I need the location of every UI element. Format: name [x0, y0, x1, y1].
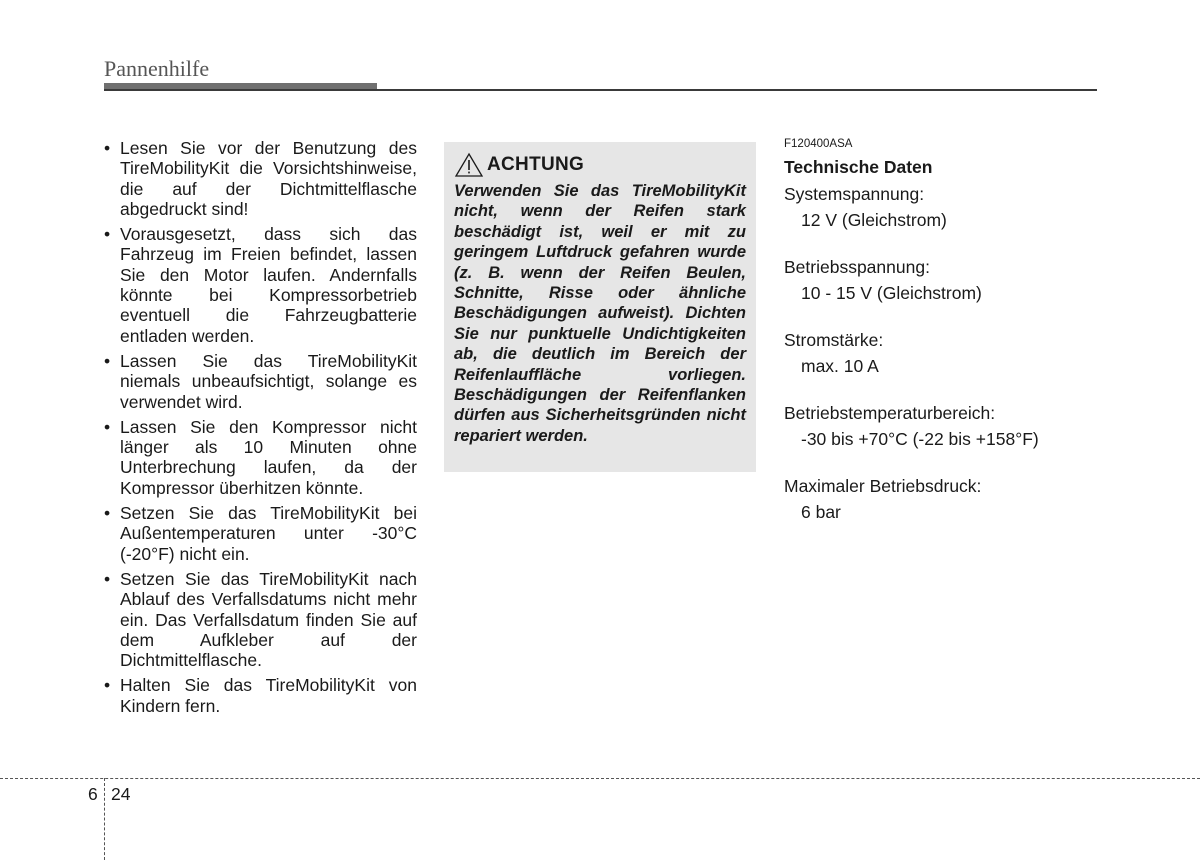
spec-item: [784, 183, 1114, 231]
bullet: •: [104, 416, 111, 437]
list-item-text: Halten Sie das TireMobilityKit von Kindern fern.: [120, 675, 417, 716]
spec-item: [784, 475, 1114, 523]
list-item-text: Lassen Sie den Kompressor nicht länger als 10 Minuten ohne Unterbrechung laufen, da der Kompressor überhitzen könnte.: [120, 416, 417, 498]
bullet: •: [104, 350, 111, 371]
spec-label: Betriebstemperaturbereich:: [784, 403, 996, 423]
bullet: •: [104, 138, 111, 158]
spec-item: [784, 402, 1114, 450]
reference-code: F120400ASA: [784, 138, 853, 150]
list-item: [104, 417, 417, 498]
spec-value: 6 bar: [801, 502, 841, 522]
bullet: •: [104, 568, 111, 589]
spec-value: max. 10 A: [801, 356, 879, 376]
section-title: Pannenhilfe: [104, 56, 210, 81]
list-item: [104, 138, 417, 219]
bullet: •: [104, 675, 111, 696]
list-item-text: Lassen Sie das TireMobilityKit niemals unbeaufsichtigt, solange es verwendet wird.: [120, 350, 417, 412]
bullet: •: [104, 503, 111, 524]
spec-value: -30 bis +70°C (-22 bis +158°F): [801, 429, 1039, 449]
warning-text: Verwenden Sie das TireMobilityKit nicht, wenn der Reifen stark beschädigt ist, weil er mit zu geringem Luftdruck gefahren wurde (z. B. wenn der Reifen Beulen, Schnitte, Risse oder ähnliche Beschädigungen aufweist). Dichten Sie nur punktuelle Undichtigkeiten ab, die deutlich im Bereich der Reifenlauffläche vorliegen. Beschädigungen der Reifenflanken dürfen aus Sicherheitsgründen nicht repariert werden.: [454, 182, 746, 445]
spec-label: Maximaler Betriebsdruck:: [784, 476, 982, 496]
specs-column: [784, 138, 1114, 548]
spec-label: Stromstärke:: [784, 330, 884, 350]
list-item: [104, 351, 417, 412]
spec-label: Betriebsspannung:: [784, 257, 930, 277]
warning-title: ACHTUNG: [487, 154, 585, 175]
specs-title: Technische Daten: [784, 157, 933, 177]
warning-triangle-icon: [454, 152, 484, 178]
warning-header: [454, 151, 746, 179]
instruction-list: [104, 138, 417, 716]
spec-item: [784, 256, 1114, 304]
list-item-text: Lesen Sie vor der Benutzung des TireMobilityKit die Vorsichtshinweise, die auf der Dichtmittelflasche abgedruckt sind!: [120, 138, 417, 219]
list-item: [104, 503, 417, 564]
spec-label: Systemspannung:: [784, 184, 925, 204]
bullet: •: [104, 224, 111, 245]
list-item-text: Setzen Sie das TireMobilityKit nach Ablauf des Verfallsdatums nicht mehr ein. Das Verfallsdatum finden Sie auf dem Aufkleber auf der Dichtmittelflasche.: [120, 568, 417, 671]
warning-box: [444, 142, 756, 472]
footer-rule: [0, 778, 1200, 779]
header-rule-thin: [104, 89, 1097, 91]
instructions-column: [104, 138, 417, 721]
list-item: [104, 675, 417, 716]
spec-item: [784, 329, 1114, 377]
footer-divider: [104, 778, 105, 860]
page-number: 24: [111, 784, 131, 804]
spec-value: 12 V (Gleichstrom): [801, 210, 947, 230]
list-item-text: Setzen Sie das TireMobilityKit bei Außentemperaturen unter -30°C (-20°F) nicht ein.: [120, 503, 417, 564]
spec-value: 10 - 15 V (Gleichstrom): [801, 283, 982, 303]
chapter-number: 6: [88, 784, 98, 804]
list-item: [104, 569, 417, 670]
list-item-text: Vorausgesetzt, dass sich das Fahrzeug im Freien befindet, lassen Sie den Motor laufen. Andernfalls könnte bei Kompressorbetrieb eventuell die Fahrzeugbatterie entladen werden.: [120, 224, 417, 346]
list-item: [104, 224, 417, 346]
